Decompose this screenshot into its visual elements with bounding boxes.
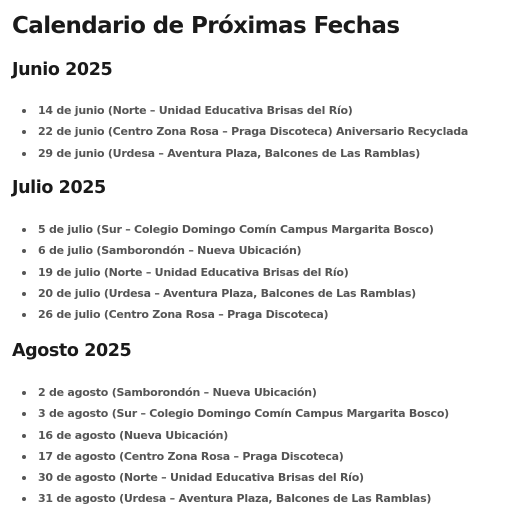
list-item xyxy=(38,304,434,325)
event-text: 22 de junio (Centro Zona Rosa – Praga Discoteca) Aniversario Recyclada xyxy=(38,125,469,139)
bullet-icon xyxy=(22,249,26,253)
list-item xyxy=(38,425,449,446)
event-list-june xyxy=(38,100,468,164)
bullet-icon xyxy=(22,130,26,134)
bullet-icon xyxy=(22,434,26,438)
event-text: 6 de julio (Samborondón – Nueva Ubicación) xyxy=(38,244,302,258)
list-item xyxy=(38,143,468,164)
list-item xyxy=(38,121,468,142)
list-item xyxy=(38,100,468,121)
event-text: 3 de agosto (Sur – Colegio Domingo Comín Campus Margarita Bosco) xyxy=(38,407,449,421)
month-heading-june: Junio 2025 xyxy=(12,60,113,80)
event-text: 19 de julio (Norte – Unidad Educativa Brisas del Río) xyxy=(38,265,349,279)
list-item xyxy=(38,219,434,240)
event-text: 5 de julio (Sur – Colegio Domingo Comín Campus Margarita Bosco) xyxy=(38,223,434,236)
event-text: 31 de agosto (Urdesa – Aventura Plaza, Balcones de Las Ramblas) xyxy=(38,492,432,506)
list-item xyxy=(38,382,449,403)
bullet-icon xyxy=(22,455,26,459)
event-list-august xyxy=(38,382,449,510)
bullet-icon xyxy=(22,476,26,480)
event-text: 26 de julio (Centro Zona Rosa – Praga Discoteca) xyxy=(38,308,329,322)
month-section-july xyxy=(12,178,519,198)
bullet-icon xyxy=(22,109,26,113)
event-text: 17 de agosto (Centro Zona Rosa – Praga Discoteca) xyxy=(38,449,344,463)
event-text: 14 de junio (Norte – Unidad Educativa Brisas del Río) xyxy=(38,104,353,117)
bullet-icon xyxy=(22,391,26,395)
bullet-icon xyxy=(22,292,26,296)
list-item xyxy=(38,446,449,467)
list-item xyxy=(38,488,449,509)
list-item xyxy=(38,262,434,283)
event-text: 30 de agosto (Norte – Unidad Educativa Brisas del Río) xyxy=(38,471,364,485)
month-heading-july: Julio 2025 xyxy=(12,178,106,198)
event-text: 20 de julio (Urdesa – Aventura Plaza, Balcones de Las Ramblas) xyxy=(38,286,416,300)
event-text: 29 de junio (Urdesa – Aventura Plaza, Balcones de Las Ramblas) xyxy=(38,146,420,160)
event-text: 16 de agosto (Nueva Ubicación) xyxy=(38,428,229,442)
bullet-icon xyxy=(22,497,26,501)
bullet-icon xyxy=(22,152,26,156)
event-text: 2 de agosto (Samborondón – Nueva Ubicación) xyxy=(38,386,317,399)
bullet-icon xyxy=(22,412,26,416)
month-section-august xyxy=(12,341,519,361)
list-item xyxy=(38,403,449,424)
list-item xyxy=(38,240,434,261)
bullet-icon xyxy=(22,271,26,275)
event-list-july xyxy=(38,219,434,325)
page-title: Calendario de Próximas Fechas xyxy=(12,13,400,39)
month-section-june xyxy=(12,60,519,80)
bullet-icon xyxy=(22,228,26,232)
month-heading-august: Agosto 2025 xyxy=(12,341,132,361)
bullet-icon xyxy=(22,313,26,317)
list-item xyxy=(38,467,449,488)
list-item xyxy=(38,283,434,304)
